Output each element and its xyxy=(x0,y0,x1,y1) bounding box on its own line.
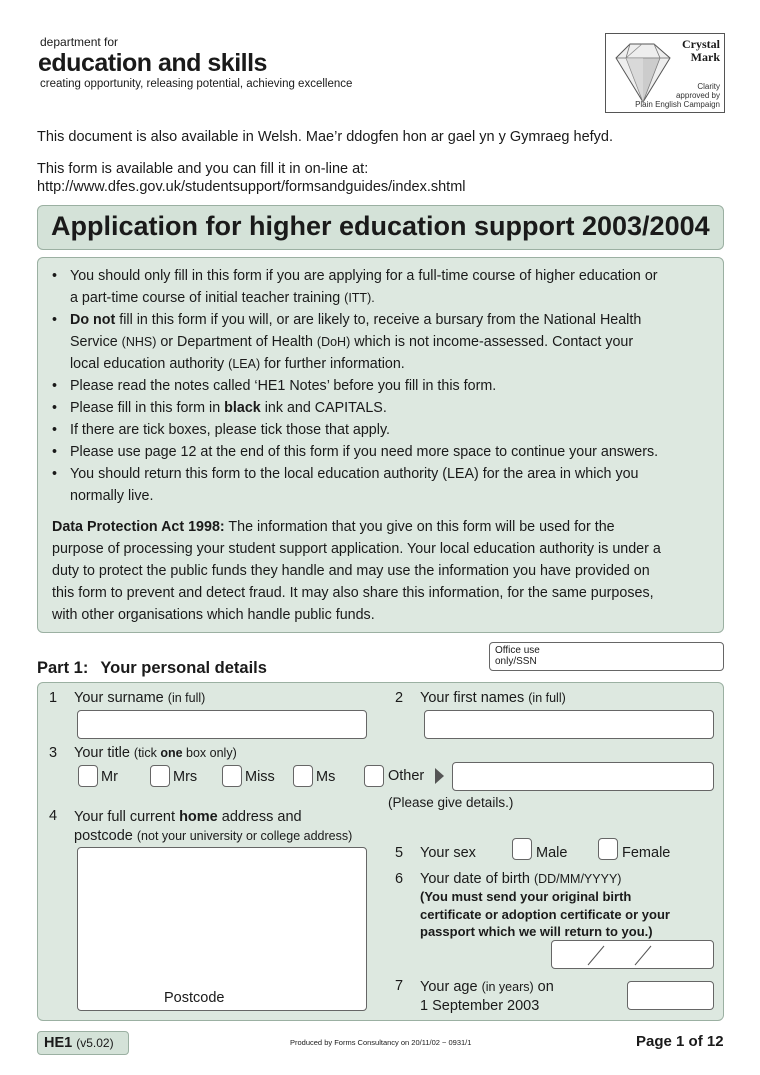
form-title: Application for higher education support 2003/2004 xyxy=(51,211,710,241)
data-protection-notice: Data Protection Act 1998: The information that you give on this form will be used for the purpose of processing your student support application. Your local education authority is under a duty to protect the public funds they handle and may use the information you have provided on this form to prevent and detect fraud. It may also share this information, for the same purposes, with other organisations which handle public funds. xyxy=(52,519,661,623)
title-ms-label: Ms xyxy=(316,769,336,785)
dept-name: education and skills xyxy=(38,49,267,77)
postcode-label: Postcode xyxy=(164,990,225,1006)
title-other-details-field[interactable] xyxy=(452,762,714,791)
sex-label: Your sex xyxy=(420,845,476,861)
produced-by-note: Produced by Forms Consultancy on 20/11/02 ~ 0931/1 xyxy=(290,1038,472,1047)
title-other-label: Other xyxy=(388,768,425,784)
sex-male-checkbox[interactable] xyxy=(512,838,532,860)
dept-name-small: department for xyxy=(40,35,119,49)
crystal-mark-subtitle: Clarity approved by Plain English Campaign xyxy=(635,82,720,109)
crystal-mark-title: Crystal Mark xyxy=(682,37,720,64)
age-label: Your age (in years) on 1 September 2003 xyxy=(420,979,554,1014)
title-mrs-label: Mrs xyxy=(173,769,198,785)
title-mr-label: Mr xyxy=(101,769,118,785)
question-number: 4 xyxy=(49,808,58,824)
title-miss-checkbox[interactable] xyxy=(222,765,242,787)
form-version: (v5.02) xyxy=(76,1036,114,1050)
date-of-birth-label: Your date of birth (DD/MM/YYYY) xyxy=(420,871,622,887)
birth-certificate-note: (You must send your original birth certificate or adoption certificate or your passport which we will return to you.) xyxy=(420,889,670,939)
form-code: HE1 xyxy=(44,1035,73,1051)
question-number: 7 xyxy=(395,978,404,994)
date-separators xyxy=(552,941,715,970)
online-note: This form is available and you can fill it in on-line at: xyxy=(37,161,369,177)
title-label: Your title (tick one box only) xyxy=(74,745,237,761)
online-url[interactable]: http://www.dfes.gov.uk/studentsupport/formsandguides/index.shtml xyxy=(37,179,466,195)
sex-male-label: Male xyxy=(536,845,568,861)
first-names-label: Your first names (in full) xyxy=(420,690,566,706)
form-code-badge xyxy=(37,1031,129,1055)
date-of-birth-field[interactable] xyxy=(551,940,714,969)
question-number: 1 xyxy=(49,690,58,706)
sex-female-checkbox[interactable] xyxy=(598,838,618,860)
first-names-field[interactable] xyxy=(424,710,714,739)
title-mr-checkbox[interactable] xyxy=(78,765,98,787)
sex-female-label: Female xyxy=(622,845,671,861)
question-number: 2 xyxy=(395,690,404,706)
question-number: 5 xyxy=(395,845,404,861)
dept-tagline: creating opportunity, releasing potential, achieving excellence xyxy=(40,78,353,90)
office-use-label: Office use only/SSN xyxy=(495,645,540,667)
please-give-details-label: (Please give details.) xyxy=(388,795,514,810)
title-banner xyxy=(37,205,724,250)
office-use-field xyxy=(489,642,724,671)
title-other-checkbox[interactable] xyxy=(364,765,384,787)
title-miss-label: Miss xyxy=(245,769,275,785)
title-ms-checkbox[interactable] xyxy=(293,765,313,787)
surname-field[interactable] xyxy=(77,710,367,739)
home-address-field[interactable] xyxy=(77,847,367,1011)
part-1-heading: Part 1: Your personal details xyxy=(37,659,267,677)
surname-label: Your surname (in full) xyxy=(74,690,206,706)
title-mrs-checkbox[interactable] xyxy=(150,765,170,787)
personal-details-section xyxy=(37,682,724,1021)
instructions-box: • You should only fill in this form if you are applying for a full-time course of higher education or a part-time course of initial teacher training (ITT). • Do not fill in this form if you will, or are likely to, receive a bursary from the National Health Service (NHS) or Department of Health (DoH) which is not income-assessed. Contact your local education authority (LEA) for further information. • Please read the notes called ‘HE1 Notes’ before you fill in this form. • Please fill in this form in black ink and CAPITALS. • If there are tick boxes, please tick those that apply. • Please use page 12 at the end of this form if you need more space to continue your answers. • You should return this form to the local education authority (LEA) for the area in which you normally live. Data Protection Act 1998: The information that you give on this form will be used for the purpose of processing your student support application. Your local education authority is under a duty to protect the public funds they handle and may use the information you have provided on this form to prevent and detect fraud. It may also share this information, for the same purposes, with other organisations which handle public funds. xyxy=(37,257,724,633)
arrow-right-icon xyxy=(435,768,444,784)
question-number: 3 xyxy=(49,745,58,761)
welsh-availability-note: This document is also available in Welsh. Mae’r ddogfen hon ar gael yn y Gymraeg hefyd. xyxy=(37,129,614,145)
question-number: 6 xyxy=(395,871,404,887)
age-field[interactable] xyxy=(627,981,714,1010)
page-number: Page 1 of 12 xyxy=(636,1033,724,1050)
crystal-mark-logo xyxy=(605,33,725,113)
home-address-label: Your full current home address and postcode (not your university or college address) xyxy=(74,809,353,844)
